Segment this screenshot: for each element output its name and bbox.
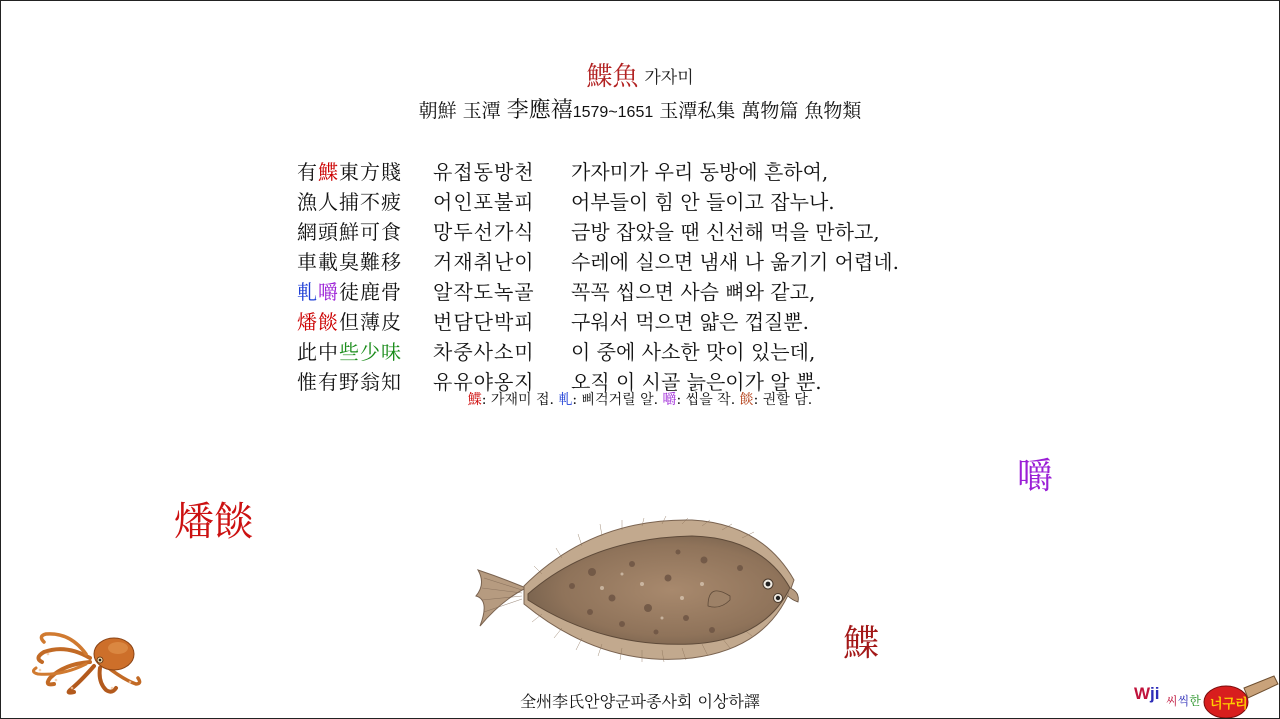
poem-line [297,337,899,367]
poem-reading: 망두선가식 [433,220,535,244]
glossary-char: 軋 [558,392,573,408]
poem-reading: 유접동방천 [433,160,535,184]
glossary-definition: : 삐걱거릴 알. [572,392,663,408]
poem-line [297,157,899,187]
translator-credit: 全州李氏안양군파종사회 이상하譯 [520,692,760,711]
author-prefix: 朝鮮 玉潭 [418,100,501,122]
poem-translation: 꼭꼭 씹으면 사슴 뼈와 같고, [571,280,816,304]
poem-line [297,277,899,307]
poem-block [297,157,899,397]
poem-hanja [297,337,433,367]
floating-char-jiao: 嚼 [1017,456,1054,497]
poem-hanja-segment: 徒鹿骨 [339,280,402,304]
poem-hanja-segment: 鰈 [318,160,339,184]
poem-line [297,247,899,277]
poem-translation: 금방 잡았을 땐 신선해 먹을 만하고, [571,220,880,244]
poem-hanja [297,157,433,187]
poem-hanja-segment: 嚼 [318,280,339,304]
poem-line [297,307,899,337]
author-years: 1579~1651 [572,104,654,121]
poem-hanja-segment: 燔餤 [297,310,339,334]
logo-sub-3: 한 [1189,694,1201,708]
logo-sub-1: 씨 [1166,694,1178,708]
author-line [0,96,1280,128]
poem-hanja-segment: 惟有野翁知 [297,370,402,394]
poem-reading: 알작도녹골 [433,280,535,304]
poem-reading: 유유야옹지 [433,370,535,394]
glossary-definition: : 권할 담. [753,392,813,408]
poem-hanja [297,307,433,337]
glossary-char: 嚼 [662,392,677,408]
poem-hanja-segment: 有 [297,160,318,184]
logo-ji: ji [1150,684,1160,703]
poem-translation: 가자미가 우리 동방에 흔하여, [571,160,829,184]
poem-hanja [297,187,433,217]
poem-reading: 어인포불피 [433,190,535,214]
poem-hanja-segment: 但薄皮 [339,310,402,334]
octopus-image [26,624,146,696]
glossary-char: 餤 [739,392,754,408]
logo-sub-2: 씩 [1177,694,1190,708]
poem-line [297,187,899,217]
poem-hanja-segment: 些少味 [339,340,402,364]
logo-badge [1134,668,1280,718]
poem-hanja [297,277,433,307]
poem-hanja-segment: 車載臭難移 [297,250,402,274]
poem-hanja-segment: 此中 [297,340,339,364]
poem-hanja-segment: 網頭鮮可食 [297,220,402,244]
logo-w: W [1134,684,1151,703]
poem-line [297,217,899,247]
glossary-line [0,389,1280,411]
glossary-definition: : 가재미 접. [481,392,559,408]
poem-reading: 차중사소미 [433,340,535,364]
floating-char-fanqian: 燔餤 [174,499,254,545]
page-title [0,60,1280,95]
poem-hanja-segment: 東方賤 [339,160,402,184]
poem-hanja-segment: 漁人捕不疲 [297,190,402,214]
author-name: 李應禧 [506,98,573,123]
glossary-definition: : 씹을 작. [676,392,740,408]
poem-hanja [297,217,433,247]
title-korean: 가자미 [644,68,694,88]
poem-translation: 수레에 실으면 냄새 나 옮기기 어렵네. [571,250,899,274]
glossary-char: 鰈 [467,392,482,408]
author-source: 玉潭私集 萬物篇 魚物類 [659,100,862,122]
floating-char-die: 鰈 [843,623,880,664]
poem-translation: 이 중에 사소한 맛이 있는데, [571,340,816,364]
title-hanja: 鰈魚 [586,62,639,92]
poem-reading: 거재취난이 [433,250,535,274]
poem-hanja-segment: 軋 [297,280,318,304]
poem-translation: 어부들이 힘 안 들이고 잡누나. [571,190,835,214]
poem-translation: 오직 이 시골 늙은이가 알 뿐. [571,370,822,394]
logo-badge-text: 너구리 [1210,697,1248,712]
flounder-image [472,508,808,674]
poem-reading: 번담단박피 [433,310,535,334]
poem-hanja [297,247,433,277]
poem-translation: 구워서 먹으면 얇은 껍질뿐. [571,310,809,334]
